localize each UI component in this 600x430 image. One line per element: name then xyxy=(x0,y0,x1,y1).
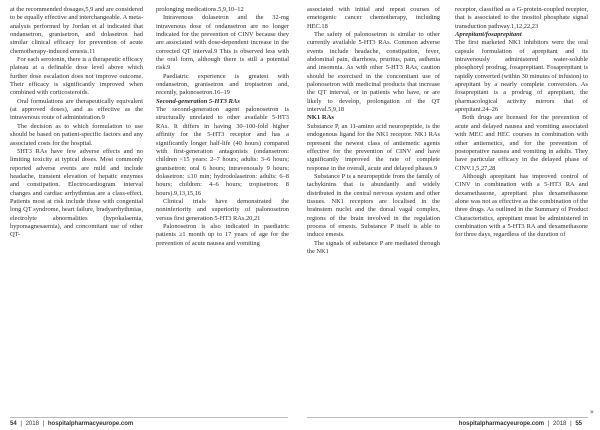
page-number-right: 55 xyxy=(575,421,582,427)
text-column-2 xyxy=(156,6,289,248)
continue-arrow-icon: » xyxy=(589,408,594,416)
body-paragraph: The safety of palonosetron is similar to other currently available 5-HT3 RAs. Common adverse events include headache, constipation, fever, abdominal pain, diarrhoea, pruritus, pain, asthenia and insomnia. As with other 5-HT3 RAs, caution should be exercised in the concomitant use of palonosetron with medicinal products that increase the QT interval, or in patients who have, or are likely to develop, prolongation of the QT interval.5,9,18 xyxy=(307,31,440,114)
body-paragraph: at the recommended dosages,5,9 and are considered to be equally effective and interchangeable. A meta-analysis performed by Jordan et al indicated that ondansetron, granisetron, and dolasetron had similar clinical efficacy for prevention of acute chemotherapy-induced emesis.11 xyxy=(10,6,143,55)
text-column-1 xyxy=(10,6,143,240)
body-paragraph: Palonosetron is also indicated in paediatric patients ≥1 month up to 17 years of age for the prevention of acute nausea and vomiting xyxy=(156,222,289,247)
body-paragraph: Paediatric experience is greatest with ondansetron, granisetron and tropisetron and, recently, palonosetron.16–19 xyxy=(156,72,289,97)
footer-site-right[interactable]: hospitalpharmacyeurope.com xyxy=(458,421,545,427)
body-paragraph: receptor, classified as a G-protein-coupled receptor, that is associated to the inositol phosphate signal transduction pathway.1,12,22,23 xyxy=(455,6,588,30)
section-heading: Second-generation 5-HT3 RAs xyxy=(156,97,240,105)
text-column-4 xyxy=(455,6,588,240)
body-paragraph: Oral formulations are therapeutically equivalent (at approved doses), and as effective as the intravenous route of administration.9 xyxy=(10,97,143,122)
body-paragraph: The signals of substance P are mediated through the NK1 xyxy=(307,239,440,255)
body-paragraph: The second-generation agent palonosetron is structurally unrelated to other available 5-HT3 RAs. It differs in having 30–100-fold higher affinity for the 5-HT3 receptor and has a significantly longer half-life (40 hours) compared with first-generation antagonists (ondansetron: children <15 years: 2–7 hours; adults: 3–6 hours; granisetron: oral 6 hours; intravenously 9 hours; dolasetron: ≤10 min; hydrodolasetron: adults: 6–8 hours; children: 4–6 hours; tropisetron: 8 hours).9,13,15,16 xyxy=(156,106,289,197)
body-paragraph: Although aprepitant has improved control of CINV in combination with a 5-HT3 RA and dexamethasone, aprepitant plus dexamethasone alone was not as effective as the combination of the three drugs. As outlined in the Summary of Product Characteristics, aprepitant must be administered in combination with a 5-HT3 RA and dexamethasone for three days, regardless of the duration of xyxy=(455,172,588,239)
footer-left xyxy=(10,421,133,427)
body-paragraph: 5HT3 RAs have few adverse effects and no limiting toxicity at typical doses. Most commonly reported adverse events are mild and include headache, transient elevation of hepatic enzymes and constipation. Electrocardiogram interval changes and cardiac arrhythmias are a class-effect. Patients most at risk include those with congenital long QT syndrome, heart failure, bradyarrhythmias, electrolyte abnormalities (hypokalaemia, hypomagnesaemia), and concomitant use of other QT- xyxy=(10,147,143,239)
body-paragraph: associated with initial and repeat courses of emetogenic cancer chemotherapy, including HEC.18 xyxy=(307,6,440,30)
footer-year-left: 2018 xyxy=(25,421,39,427)
footer-right xyxy=(459,421,582,427)
footer-site-left[interactable]: hospitalpharmacyeurope.com xyxy=(47,421,134,427)
footer-rule-left xyxy=(10,417,288,418)
body-paragraph: For each serotonin, there is a therapeutic efficacy plateau at a definable dose level above which further dose escalation does not improve outcome. Their efficacy is significantly improved when combined with corticosteroids. xyxy=(10,56,143,97)
footer-separator: | xyxy=(42,421,45,427)
footer-year-right: 2018 xyxy=(553,421,567,427)
footer-separator: | xyxy=(20,421,22,427)
footer-rule-right xyxy=(307,417,588,418)
text-column-3 xyxy=(307,6,440,256)
body-paragraph: prolonging medications.5,9,10–12 xyxy=(156,6,244,13)
section-heading: NK1 RAs xyxy=(307,114,334,122)
body-paragraph: The first marketed NK1 inhibitors were the oral capsule formulation of aprepitant and its intravenously administered water-soluble phosphoryl prodrug, fosaprepitant. Fosaprepitant is rapidly converted (within 30 minutes of infusion) to aprepitant by a nearly complete conversion. As fosaprepitant is a prodrug of aprepitant, the pharmacological activity mirrors that of aprepitant.24–26 xyxy=(455,39,588,114)
body-paragraph: The decision as to which formulation to use should be based on patient-specific factors and any associated costs for the hospital. xyxy=(10,122,143,147)
body-paragraph: Substance P is a neuropeptide from the family of tachykinins that is abundantly and widely distributed in the central nervous system and other tissues. NK1 receptors are localised in the brainstem nuclei and the dorsal vagal complex, regions of the brain involved in the regulation process of emesis. Substance P itself is able to induce emesis. xyxy=(307,172,440,239)
body-paragraph: Clinical trials have demonstrated the noninferiority and superiority of palonosetron versus first generation 5-HT3 RAs.20,21 xyxy=(156,197,289,222)
body-paragraph: Both drugs are licensed for the prevention of acute and delayed nausea and vomiting associated with MEC and HEC courses in combination with other antiemetics, and for the prevention of postoperative nausea and vomiting in adults. They have particular efficacy in the delayed phase of CINV.1,5,27,28 xyxy=(455,114,588,172)
page-number-left: 54 xyxy=(10,421,17,427)
section-heading: Aprepitant/fosaprepitant xyxy=(455,31,522,39)
footer-separator: | xyxy=(547,421,550,427)
body-paragraph: Substance P, an 11-amino acid neuropeptide, is the endogenous ligand for the NK1 receptor. NK1 RAs represent the newest class of antiemetic agents effective for the prevention of CINV and have significantly improved the rate of complete response in the overall, acute and delayed phases.9 xyxy=(307,122,440,172)
body-paragraph: Intravenous dolasetron and the 32-mg intravenous dose of ondansetron are no longer indicated for the prevention of CINV because they are associated with dose-dependent increase in the corrected QT interval.9 This is observed less with the oral form, although there is still a potential risk.9 xyxy=(156,14,289,72)
footer-separator: | xyxy=(570,421,572,427)
